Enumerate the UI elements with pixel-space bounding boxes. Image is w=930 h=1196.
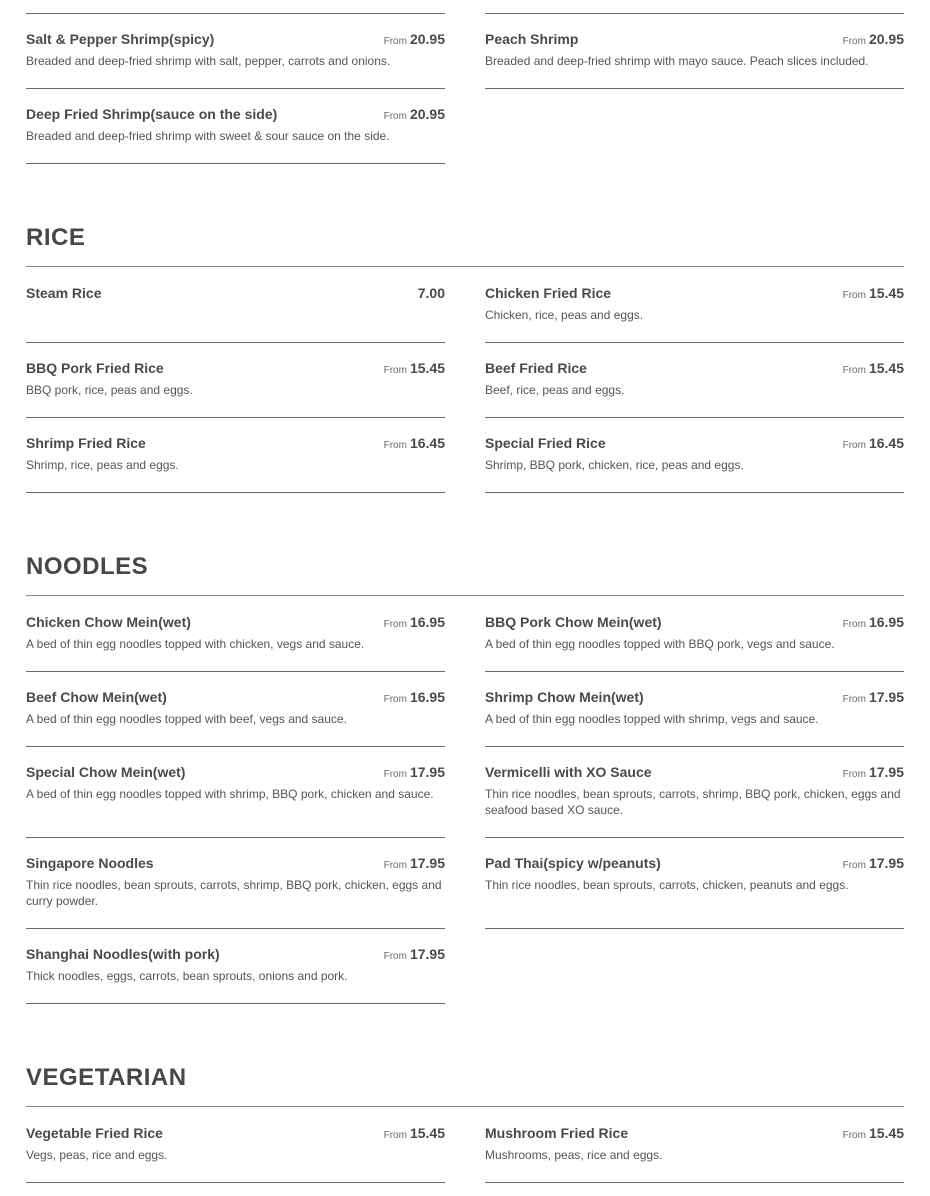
price-from-label: From: [383, 365, 407, 376]
divider: [485, 417, 904, 418]
menu-item[interactable]: [26, 944, 445, 983]
menu-item[interactable]: [26, 612, 445, 651]
item-price-group: [843, 762, 904, 785]
section-title: RICE: [26, 224, 86, 251]
item-description: A bed of thin egg noodles topped with chicken, vegs and sauce.: [26, 637, 365, 651]
menu-item[interactable]: [485, 1123, 904, 1162]
item-description: Chicken, rice, peas and eggs.: [485, 308, 644, 322]
section-divider: [26, 266, 904, 267]
price-from-label: From: [383, 36, 407, 47]
item-price: 20.95: [409, 106, 445, 122]
price-from-label: From: [842, 694, 866, 705]
item-price: 15.45: [868, 1125, 904, 1141]
item-price-group: [384, 612, 445, 635]
item-description: Thick noodles, eggs, carrots, bean sprouts, onions and pork.: [26, 969, 348, 983]
item-price-group: [843, 433, 904, 456]
item-price-group: [415, 283, 445, 306]
item-name: Steam Rice: [26, 285, 102, 301]
item-description: Beef, rice, peas and eggs.: [485, 383, 625, 397]
item-price: 7.00: [417, 285, 445, 301]
menu-item[interactable]: [485, 433, 904, 472]
section-title: NOODLES: [26, 553, 149, 580]
item-price-group: [384, 104, 445, 127]
divider: [26, 163, 445, 164]
item-name: Shrimp Chow Mein(wet): [485, 689, 644, 705]
divider: [26, 342, 445, 343]
divider: [26, 492, 445, 493]
item-name: Vegetable Fried Rice: [26, 1125, 163, 1141]
item-price: 15.45: [409, 1125, 445, 1141]
item-price-group: [843, 29, 904, 52]
item-price-group: [843, 1123, 904, 1146]
item-description: Vegs, peas, rice and eggs.: [26, 1148, 168, 1162]
item-price-group: [843, 853, 904, 876]
item-name: Mushroom Fried Rice: [485, 1125, 629, 1141]
section-divider: [26, 595, 904, 596]
item-description: BBQ pork, rice, peas and eggs.: [26, 383, 193, 397]
divider: [26, 928, 445, 929]
divider: [26, 837, 445, 838]
price-from-label: From: [842, 1130, 866, 1141]
item-price: 16.95: [409, 614, 445, 630]
divider: [26, 13, 445, 14]
item-price-group: [843, 612, 904, 635]
item-name: Beef Fried Rice: [485, 360, 587, 376]
item-price: 17.95: [868, 764, 904, 780]
price-from-label: From: [842, 860, 866, 871]
item-price-group: [384, 762, 445, 785]
item-description: Shrimp, rice, peas and eggs.: [26, 458, 179, 472]
section-title: VEGETARIAN: [26, 1064, 187, 1091]
item-name: Pad Thai(spicy w/peanuts): [485, 855, 661, 871]
item-price-group: [384, 358, 445, 381]
section-divider: [26, 1106, 904, 1107]
price-from-label: From: [842, 440, 866, 451]
item-price-group: [843, 283, 904, 306]
item-price: 17.95: [409, 946, 445, 962]
price-from-label: From: [383, 694, 407, 705]
item-name: Chicken Chow Mein(wet): [26, 614, 191, 630]
item-price: 15.45: [868, 360, 904, 376]
item-description: Shrimp, BBQ pork, chicken, rice, peas and eggs.: [485, 458, 744, 472]
menu-item[interactable]: [26, 358, 445, 397]
item-name: Peach Shrimp: [485, 31, 579, 47]
price-from-label: From: [383, 619, 407, 630]
item-name: Special Chow Mein(wet): [26, 764, 186, 780]
item-price: 16.45: [868, 435, 904, 451]
divider: [26, 1003, 445, 1004]
item-price-group: [384, 433, 445, 456]
item-name: Singapore Noodles: [26, 855, 154, 871]
price-from-label: From: [842, 619, 866, 630]
item-name: BBQ Pork Chow Mein(wet): [485, 614, 662, 630]
price-from-label: From: [383, 440, 407, 451]
item-description: A bed of thin egg noodles topped with shrimp, BBQ pork, chicken and sauce.: [26, 787, 434, 801]
menu-item[interactable]: [485, 29, 904, 68]
item-price-group: [843, 687, 904, 710]
item-name: Chicken Fried Rice: [485, 285, 612, 301]
item-price: 16.45: [409, 435, 445, 451]
item-price: 15.45: [409, 360, 445, 376]
item-description: A bed of thin egg noodles topped with beef, vegs and sauce.: [26, 712, 347, 726]
menu-item[interactable]: [485, 687, 904, 726]
menu-item[interactable]: [26, 283, 445, 303]
divider: [485, 746, 904, 747]
menu-item[interactable]: [485, 853, 904, 892]
divider: [485, 88, 904, 89]
item-price: 17.95: [409, 855, 445, 871]
divider: [26, 746, 445, 747]
item-price-group: [384, 1123, 445, 1146]
menu-item[interactable]: [26, 29, 445, 68]
item-name: Shrimp Fried Rice: [26, 435, 146, 451]
item-description: Breaded and deep-fried shrimp with mayo sauce. Peach slices included.: [485, 54, 869, 68]
divider: [485, 13, 904, 14]
item-price: 20.95: [868, 31, 904, 47]
price-from-label: From: [383, 111, 407, 122]
item-price-group: [384, 29, 445, 52]
item-name: Salt & Pepper Shrimp(spicy): [26, 31, 215, 47]
price-from-label: From: [383, 860, 407, 871]
menu-item[interactable]: [485, 762, 904, 817]
item-name: Beef Chow Mein(wet): [26, 689, 167, 705]
divider: [26, 417, 445, 418]
item-price: 17.95: [868, 689, 904, 705]
menu-item[interactable]: [485, 612, 904, 651]
price-from-label: From: [842, 36, 866, 47]
item-price-group: [384, 687, 445, 710]
menu-item[interactable]: [26, 687, 445, 726]
price-from-label: From: [842, 365, 866, 376]
divider: [485, 928, 904, 929]
menu-item[interactable]: [26, 1123, 445, 1162]
item-name: Deep Fried Shrimp(sauce on the side): [26, 106, 278, 122]
item-price-group: [384, 944, 445, 967]
item-description: A bed of thin egg noodles topped with shrimp, vegs and sauce.: [485, 712, 819, 726]
menu-item[interactable]: [26, 433, 445, 472]
price-from-label: From: [842, 290, 866, 301]
item-description: Mushrooms, peas, rice and eggs.: [485, 1148, 663, 1162]
divider: [485, 492, 904, 493]
menu-item[interactable]: [26, 853, 445, 908]
item-description: Breaded and deep-fried shrimp with sweet & sour sauce on the side.: [26, 129, 390, 143]
item-name: BBQ Pork Fried Rice: [26, 360, 164, 376]
item-name: Shanghai Noodles(with pork): [26, 946, 220, 962]
price-from-label: From: [842, 769, 866, 780]
divider: [485, 342, 904, 343]
divider: [26, 88, 445, 89]
item-description: Thin rice noodles, bean sprouts, carrots, shrimp, BBQ pork, chicken, eggs and seafood based XO sauce.: [485, 787, 901, 817]
item-price: 16.95: [409, 689, 445, 705]
item-price-group: [843, 358, 904, 381]
divider: [485, 1182, 904, 1183]
item-price: 17.95: [409, 764, 445, 780]
item-price: 15.45: [868, 285, 904, 301]
divider: [485, 837, 904, 838]
item-price: 16.95: [868, 614, 904, 630]
menu-item[interactable]: [26, 104, 445, 143]
item-description: Breaded and deep-fried shrimp with salt, pepper, carrots and onions.: [26, 54, 391, 68]
item-description: Thin rice noodles, bean sprouts, carrots, chicken, peanuts and eggs.: [485, 878, 849, 892]
item-name: Special Fried Rice: [485, 435, 606, 451]
item-description: Thin rice noodles, bean sprouts, carrots, shrimp, BBQ pork, chicken, eggs and curry powder.: [26, 878, 442, 908]
item-price: 17.95: [868, 855, 904, 871]
item-description: A bed of thin egg noodles topped with BBQ pork, vegs and sauce.: [485, 637, 835, 651]
divider: [485, 671, 904, 672]
divider: [26, 671, 445, 672]
item-price: 20.95: [409, 31, 445, 47]
menu-item[interactable]: [485, 283, 904, 322]
menu-item[interactable]: [26, 762, 445, 801]
menu-item[interactable]: [485, 358, 904, 397]
price-from-label: From: [383, 951, 407, 962]
item-price-group: [384, 853, 445, 876]
price-from-label: From: [383, 769, 407, 780]
divider: [26, 1182, 445, 1183]
price-from-label: From: [383, 1130, 407, 1141]
item-name: Vermicelli with XO Sauce: [485, 764, 652, 780]
